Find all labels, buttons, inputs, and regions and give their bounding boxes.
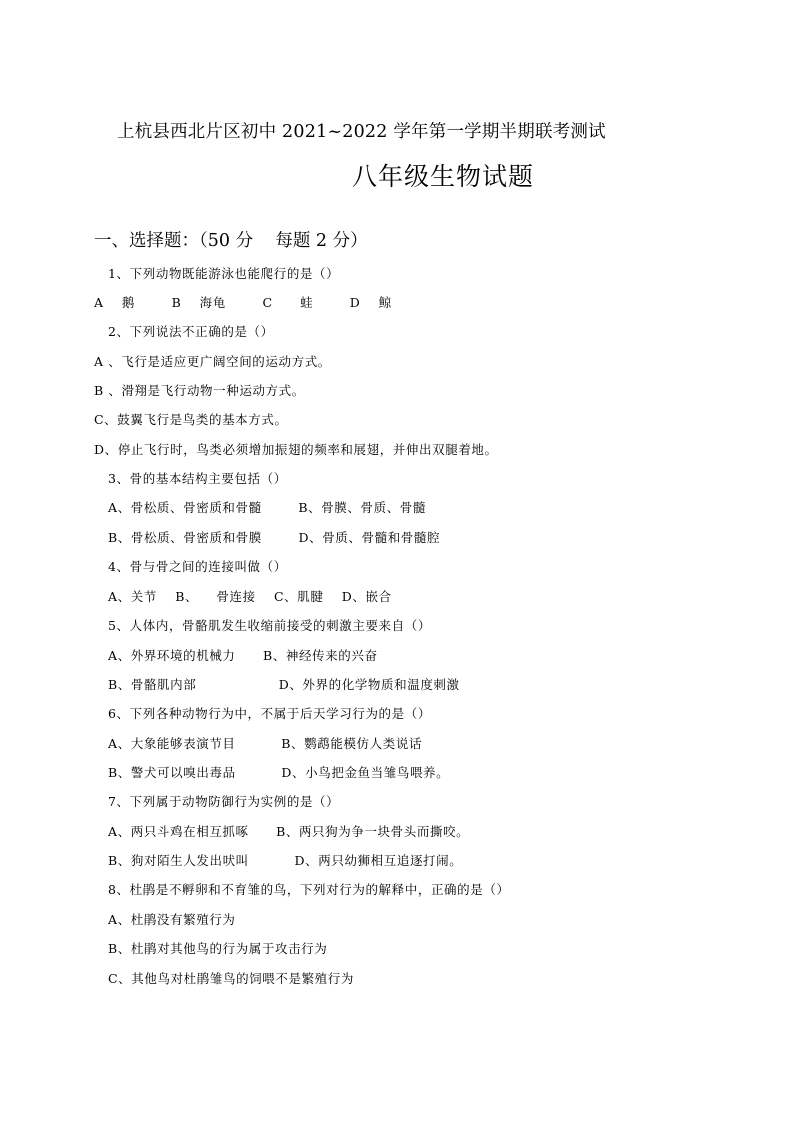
question-8: 8、杜鹃是不孵卵和不育雏的鸟，下列对行为的解释中，正确的是（）	[108, 882, 510, 897]
question-7-options-row-2: B、狗对陌生人发出吠叫 D、两只幼狮相互追逐打闹。	[108, 853, 463, 868]
question-7: 7、下列属于动物防御行为实例的是（）	[108, 794, 340, 809]
question-3-options-row-1: A、骨松质、骨密质和骨髓 B、骨膜、骨质、骨髓	[108, 500, 427, 515]
question-6-options-row-1: A、大象能够表演节目 B、鹦鹉能模仿人类说话	[108, 736, 423, 751]
section-heading: 一、选择题：（50 分 每题 2 分）	[94, 231, 368, 251]
exam-subtitle: 八年级生物试题	[352, 162, 535, 191]
question-1: 1、下列动物既能游泳也能爬行的是（）	[108, 266, 340, 281]
question-5-options-row-1: A、外界环境的机械力 B、神经传来的兴奋	[108, 648, 378, 663]
question-4-options: A、关节 B、 骨连接 C、肌腱 D、嵌合	[108, 589, 392, 604]
question-2-option-b: B 、滑翔是飞行动物一种运动方式。	[94, 383, 305, 398]
question-5: 5、人体内，骨骼肌发生收缩前接受的刺激主要来自（）	[108, 618, 431, 633]
question-7-options-row-1: A、两只斗鸡在相互抓啄 B、两只狗为争一块骨头而撕咬。	[108, 824, 470, 839]
question-4: 4、骨与骨之间的连接叫做（）	[108, 559, 287, 574]
exam-title: 上杭县西北片区初中 2021~2022 学年第一学期半期联考测试	[117, 122, 606, 142]
question-2-option-a: A 、飞行是适应更广阔空间的运动方式。	[94, 354, 331, 369]
question-8-option-c: C、其他鸟对杜鹃雏鸟的饲喂不是繁殖行为	[108, 971, 354, 986]
question-3: 3、骨的基本结构主要包括（）	[108, 471, 287, 486]
question-2-option-d: D、停止飞行时，鸟类必须增加振翅的频率和展翅，并伸出双腿着地。	[94, 442, 498, 457]
question-2: 2、下列说法不正确的是（）	[108, 324, 274, 339]
question-2-option-c: C、鼓翼飞行是鸟类的基本方式。	[94, 412, 288, 427]
question-3-options-row-2: B、骨松质、骨密质和骨膜 D、骨质、骨髓和骨髓腔	[108, 530, 441, 545]
question-8-option-b: B、杜鹃对其他鸟的行为属于攻击行为	[108, 941, 328, 956]
question-1-options: A 鹅 B 海龟 C 蛙 D 鲸	[94, 295, 392, 310]
question-8-option-a: A、杜鹃没有繁殖行为	[108, 912, 236, 927]
question-5-options-row-2: B、骨骼肌内部 D、外界的化学物质和温度刺激	[108, 677, 460, 692]
question-6-options-row-2: B、警犬可以嗅出毒品 D、小鸟把金鱼当雏鸟喂养。	[108, 765, 450, 780]
question-6: 6、下列各种动物行为中，不属于后天学习行为的是（）	[108, 706, 431, 721]
